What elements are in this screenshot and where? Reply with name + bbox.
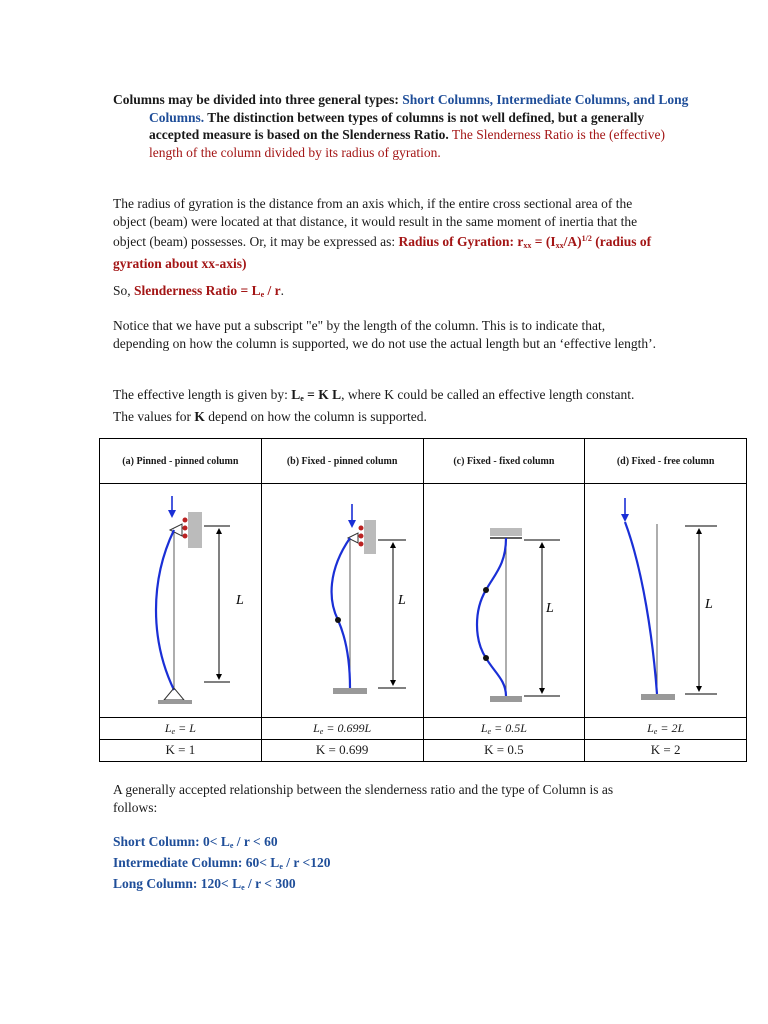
intro-distinction: The distinction between types of columns is not well defined, but a generally accepted measure is based on the Slenderness Ratio. (149, 109, 645, 142)
inflection-point (483, 655, 489, 661)
slenderness-end: . (280, 283, 285, 298)
dim-arrow-top (696, 528, 702, 534)
dim-arrow-bottom (696, 686, 702, 692)
buckled-curve (625, 522, 657, 694)
k-fixed-free: K = 2 (585, 739, 747, 761)
column-types: Short Columns, Intermediate Columns, and Long Columns (149, 92, 689, 125)
fixed-base (490, 696, 522, 702)
effective-lead: The effective length is given by: (113, 387, 292, 402)
roller (359, 542, 364, 547)
effective-formula: $L_e = K$ L (291, 387, 342, 403)
le-pinned-pinned: $L_e = L$ (100, 717, 262, 739)
range-intermediate: Intermediate Column: $60< L_e / r <120$ (113, 855, 331, 871)
effective-mid: , where K could be called an effective length constant. The values for (113, 387, 635, 424)
gyration-label: Radius of Gyration: (398, 234, 515, 249)
figure-fixed-free (585, 484, 747, 718)
dim-arrow-bottom (539, 688, 545, 694)
pinned-pinned-diagram (110, 490, 250, 710)
fixed-pinned-diagram (272, 490, 412, 710)
range-short: Short Column: $0< L_e / r < 60$ (113, 834, 278, 850)
arrow-head (621, 514, 629, 522)
fixed-fixed-diagram (424, 490, 584, 710)
k-pinned-pinned: K = 1 (100, 739, 262, 761)
effective-paragraph (113, 386, 658, 425)
roller (359, 534, 364, 539)
le-fixed-fixed: $L_e = 0.5L$ (423, 717, 585, 739)
roller (359, 526, 364, 531)
fixed-top (490, 528, 522, 536)
buckled-curve (332, 538, 350, 688)
length-label: L (398, 593, 406, 609)
header-pinned-pinned: (a) Pinned - pinned column (100, 439, 262, 484)
figure-fixed-pinned (261, 484, 423, 718)
header-fixed-pinned: (b) Fixed - pinned column (261, 439, 423, 484)
fixed-base (641, 694, 675, 700)
inflection-point (483, 587, 489, 593)
figure-fixed-fixed (423, 484, 585, 718)
column-types-table (99, 438, 747, 762)
header-fixed-fixed: (c) Fixed - fixed column (423, 439, 585, 484)
notice-paragraph: Notice that we have put a subscript "e" by the length of the column. This is to indicate that, depending on how the column is supported, we do not use the actual length but an ‘effective length’. (113, 318, 656, 351)
figure-pinned-pinned (100, 484, 262, 718)
k-fixed-pinned: K = 0.699 (261, 739, 423, 761)
length-label: L (236, 593, 245, 609)
header-fixed-free: (d) Fixed - free column (585, 439, 747, 484)
k-fixed-fixed: K = 0.5 (423, 739, 585, 761)
le-fixed-pinned: $L_e = 0.699L$ (261, 717, 423, 739)
intro-period: . (200, 109, 205, 125)
roller (183, 534, 188, 539)
arrow-head (348, 520, 356, 528)
effective-end: depend on how the column is supported. (204, 408, 427, 424)
slenderness-paragraph (113, 282, 658, 304)
le-fixed-free: $L_e = 2L$ (585, 717, 747, 739)
intro-end: . (437, 144, 441, 160)
dim-arrow-top (390, 542, 396, 548)
roller (183, 518, 188, 523)
dim-arrow-bottom (216, 674, 222, 680)
range-long: Long Column: $120< L_e / r < 300$ (113, 876, 296, 892)
ground (158, 700, 192, 704)
wall-support (364, 520, 376, 554)
k-symbol: K (194, 408, 205, 424)
gyration-text: The radius of gyration is the distance from an axis which, if the entire cross sectional area of the object (beam) were located at that distance, it would result in the same moment of inertia that the object (beam) possesses. Or, it may be expressed as: (113, 196, 638, 249)
intro-lead: Columns may be divided into three general types: (113, 92, 403, 107)
so-text: So, (113, 283, 135, 298)
relationship-paragraph: A generally accepted relationship between the slenderness ratio and the type of Column is as follows: (113, 782, 614, 815)
gyration-formula: $r_{xx} = (I_{xx}/A)^{1/2}$ (radius of gyration about xx-axis) (113, 234, 652, 271)
wall-support (188, 512, 202, 548)
slenderness-ranges (113, 833, 330, 896)
fixed-free-diagram (591, 490, 741, 710)
length-label: L (704, 597, 713, 613)
dim-arrow-top (216, 528, 222, 534)
gyration-paragraph (113, 195, 658, 272)
length-label: L (545, 601, 554, 617)
intro-paragraph (113, 91, 694, 161)
arrow-head (168, 510, 176, 518)
dim-arrow-bottom (390, 680, 396, 686)
dim-arrow-top (539, 542, 545, 548)
inflection-point (335, 617, 341, 623)
fixed-base (333, 688, 367, 694)
slenderness-formula: Slenderness Ratio = $L_e$ / r (134, 283, 281, 299)
slenderness-definition: The Slenderness Ratio is the (effective) length of the column divided by its radius of gyration (149, 127, 665, 160)
buckled-curve (477, 538, 506, 696)
roller (183, 526, 188, 531)
buckled-curve (156, 530, 174, 690)
